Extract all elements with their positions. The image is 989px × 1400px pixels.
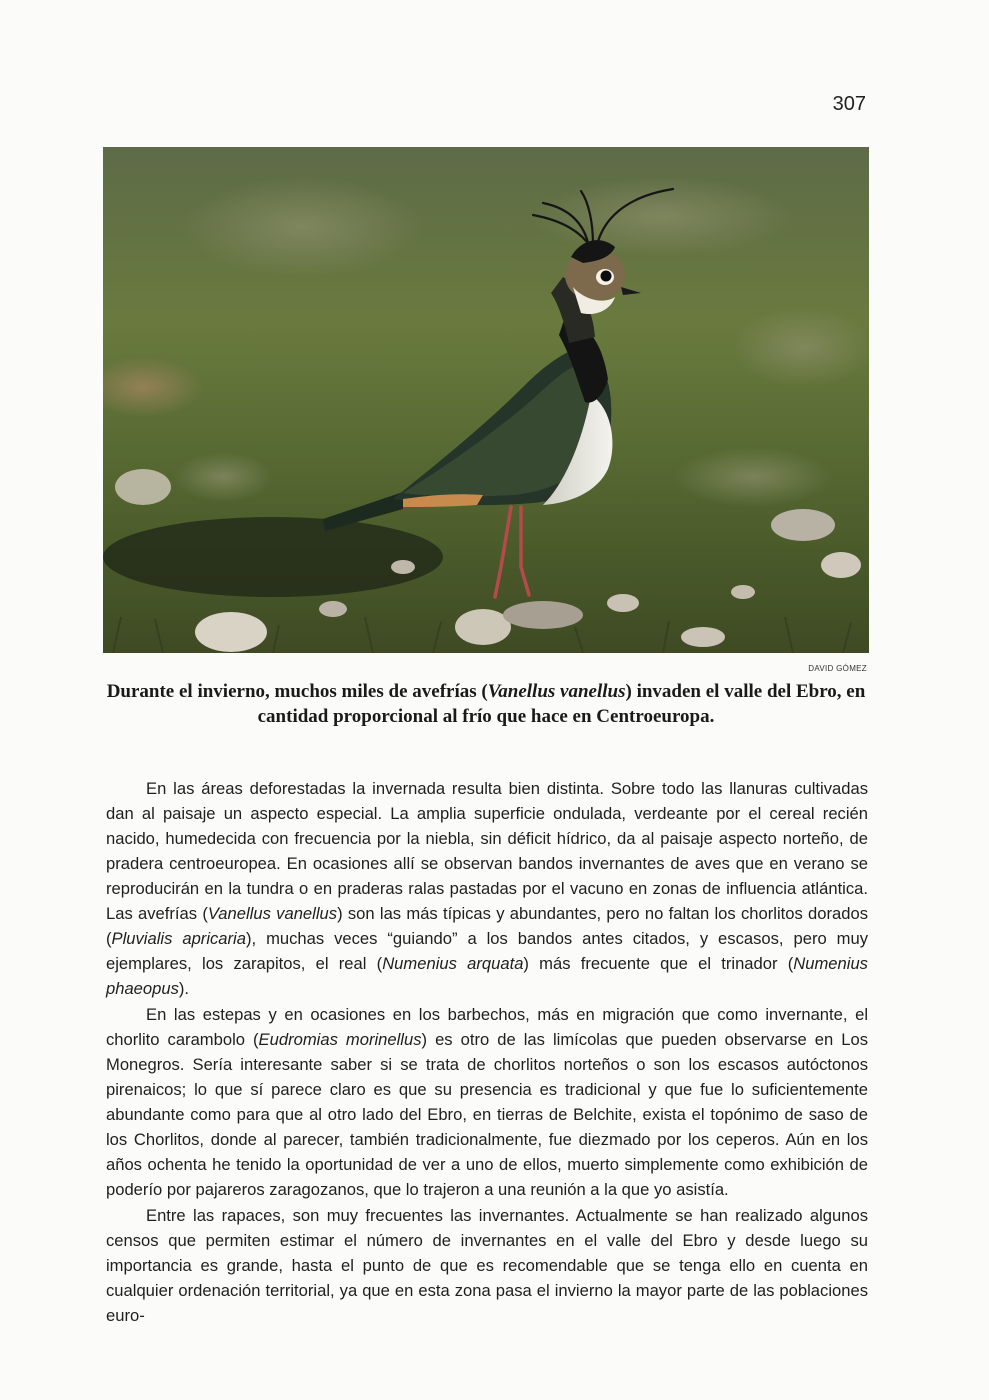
paragraph-1 [106, 776, 868, 1001]
text-run: Entre las rapaces, son muy frecuentes las invernantes. Actualmente se han realizado algunos censos que permiten estimar el número de invernantes en el valle del Ebro y desde luego su importancia es grande, hasta el punto de que es recomendable que se tenga ello en cuenta en cualquier ordenación territorial, ya que en esta zona pasa el invierno la mayor parte de las poblaciones euro- [106, 1206, 868, 1325]
caption-text-2: ) invaden el valle del Ebro, en cantidad proporcional al frío que hace en Centroeuropa. [257, 681, 866, 727]
text-run: ). [178, 979, 190, 998]
species-name: Numenius arquata [382, 954, 524, 973]
species-name: Vanellus vanellus [207, 904, 338, 923]
text-run: ) son las más típicas y abundantes, pero no faltan los chorlitos dorados ( [106, 904, 869, 948]
text-run: ) más frecuente que el trinador ( [523, 954, 794, 973]
species-name: Pluvialis apricaria [111, 929, 246, 948]
body-text [106, 776, 868, 1328]
caption-text-1: Durante el invierno, muchos miles de avefrías ( [106, 681, 488, 702]
text-run: En las estepas y en ocasiones en los barbechos, más en migración que como invernante, el chorlito carambolo ( [106, 1005, 868, 1049]
caption-species: Vanellus vanellus [487, 681, 626, 702]
photo-credit: DAVID GÓMEZ [808, 664, 867, 673]
text-run: ) es otro de las limícolas que pueden observarse en Los Monegros. Sería interesante saber si se trata de chorlitos norteños o son los escasos autóctonos pirenaicos; lo que sí parece claro es que su presencia es tradicional y que fue lo suficientemente abundante como para que al otro lado del Ebro, en tierras de Belchite, exista el topónimo de saso de los Chorlitos, donde al parecer, también tradicionalmente, fue diezmado por los ceperos. Aún en los años ochenta he tenido la oportunidad de ver a uno de ellos, muerto simplemente como exhibición de poderío por pajareros zaragozanos, que lo trajeron a una reunión a la que yo asistía. [106, 1030, 868, 1199]
photo-caption [103, 679, 869, 729]
text-run: ), muchas veces “guiando” a los bandos antes citados, y escasos, pero muy ejemplares, los zarapitos, el real ( [106, 929, 868, 973]
page-number: 307 [832, 93, 866, 115]
lapwing-photo [103, 147, 869, 653]
paragraph-2 [106, 1002, 868, 1202]
text-run: En las áreas deforestadas la invernada resulta bien distinta. Sobre todo las llanuras cultivadas dan al paisaje un aspecto especial. La amplia superficie ondulada, verdeante por el cereal recién nacido, humedecida con frecuencia por la niebla, sin déficit hídrico, da al paisaje aspecto norteño, de pradera centroeuropea. En ocasiones allí se observan bandos invernantes de aves que en verano se reproducirán en la tundra o en praderas ralas pastadas por el vacuno en zonas de influencia atlántica. Las avefrías ( [106, 779, 868, 923]
species-name: Eudromias morinellus [258, 1030, 422, 1049]
paragraph-3 [106, 1203, 868, 1328]
lapwing-illustration [103, 147, 869, 653]
species-name: Numenius phaeopus [106, 954, 868, 998]
